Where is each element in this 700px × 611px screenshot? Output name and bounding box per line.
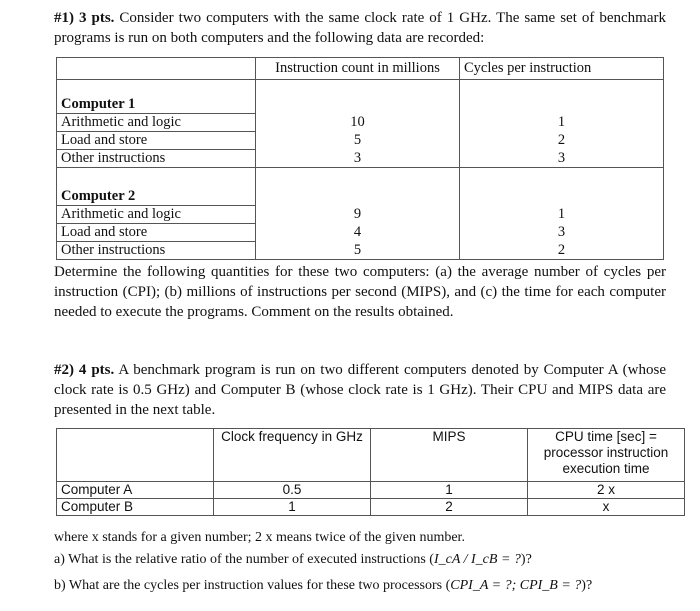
q1-task: Determine the following quantities for these two computers: (a) the average number of cycles per instruction (CPI); (b) millions of instructions per second (MIPS), and (c) the time for each computer needed to execute the programs. Comment on the results obtained.	[54, 264, 666, 320]
row-cpi: 2	[460, 242, 664, 260]
row-label: Arithmetic and logic	[57, 206, 256, 224]
q2-intro	[54, 360, 666, 420]
row-label: Computer A	[57, 482, 214, 499]
row-mips: 2	[371, 499, 528, 516]
row-cpi: 2	[460, 132, 664, 150]
row-count: 5	[256, 132, 460, 150]
q1-header-count: Instruction count in millions	[256, 58, 460, 80]
row-count: 10	[256, 114, 460, 132]
q2-header-mips: MIPS	[371, 429, 528, 482]
row-label: Other instructions	[57, 242, 256, 260]
row-time: 2 x	[528, 482, 685, 499]
row-label: Load and store	[57, 224, 256, 242]
row-count: 5	[256, 242, 460, 260]
table-row	[57, 224, 664, 242]
q2-table	[56, 428, 685, 516]
table-row	[57, 114, 664, 132]
row-clock: 0.5	[214, 482, 371, 499]
q2-header-time: CPU time [sec] = processor instruction execution time	[528, 429, 685, 482]
row-cpi: 1	[460, 206, 664, 224]
q2-question-b	[54, 576, 666, 596]
group-title: Computer 2	[57, 168, 256, 206]
table-row	[57, 242, 664, 260]
row-clock: 1	[214, 499, 371, 516]
table-row	[57, 80, 664, 114]
row-time: x	[528, 499, 685, 516]
row-cpi: 3	[460, 224, 664, 242]
qa-prefix: a) What is the relative ratio of the number of executed instructions (	[54, 552, 434, 567]
row-count: 9	[256, 206, 460, 224]
row-cpi: 1	[460, 114, 664, 132]
table-row	[57, 206, 664, 224]
qa-formula: I_cA / I_cB = ?	[433, 552, 521, 567]
qa-suffix: )?	[520, 552, 532, 567]
q2-number: #2)	[54, 362, 74, 378]
q2-header-blank	[57, 429, 214, 482]
qb-prefix: b) What are the cycles per instruction values for these two processors (	[54, 578, 451, 593]
qb-suffix: )?	[581, 578, 593, 593]
row-label: Load and store	[57, 132, 256, 150]
row-label: Computer B	[57, 499, 214, 516]
q1-header-cpi: Cycles per instruction	[460, 58, 664, 80]
row-cpi: 3	[460, 150, 664, 168]
table-row	[57, 482, 685, 499]
row-label: Arithmetic and logic	[57, 114, 256, 132]
q2-intro-text: A benchmark program is run on two different computers denoted by Computer A (whose clock rate is 0.5 GHz) and Computer B (whose clock rate is 1 GHz). Their CPU and MIPS data are presented in the next table.	[54, 362, 666, 418]
row-count: 4	[256, 224, 460, 242]
table-row	[57, 132, 664, 150]
table-row	[57, 150, 664, 168]
q1-points: 3 pts.	[79, 10, 115, 26]
q1-table	[56, 57, 664, 260]
q1-number: #1)	[54, 10, 74, 26]
q2-points: 4 pts.	[78, 362, 115, 378]
q2-note: where x stands for a given number; 2 x means twice of the given number.	[54, 530, 465, 545]
q1-intro-text: Consider two computers with the same clock rate of 1 GHz. The same set of benchmark programs is run on both computers and the following data are recorded:	[54, 10, 666, 46]
row-label: Other instructions	[57, 150, 256, 168]
row-count: 3	[256, 150, 460, 168]
row-mips: 1	[371, 482, 528, 499]
q2-question-a	[54, 550, 666, 570]
q1-header-blank	[57, 58, 256, 80]
q2-header-clock: Clock frequency in GHz	[214, 429, 371, 482]
table-row	[57, 499, 685, 516]
table-row	[57, 168, 664, 206]
group-title: Computer 1	[57, 80, 256, 114]
q1-intro	[54, 8, 666, 48]
qb-formula: CPI_A = ?; CPI_B = ?	[450, 578, 582, 593]
